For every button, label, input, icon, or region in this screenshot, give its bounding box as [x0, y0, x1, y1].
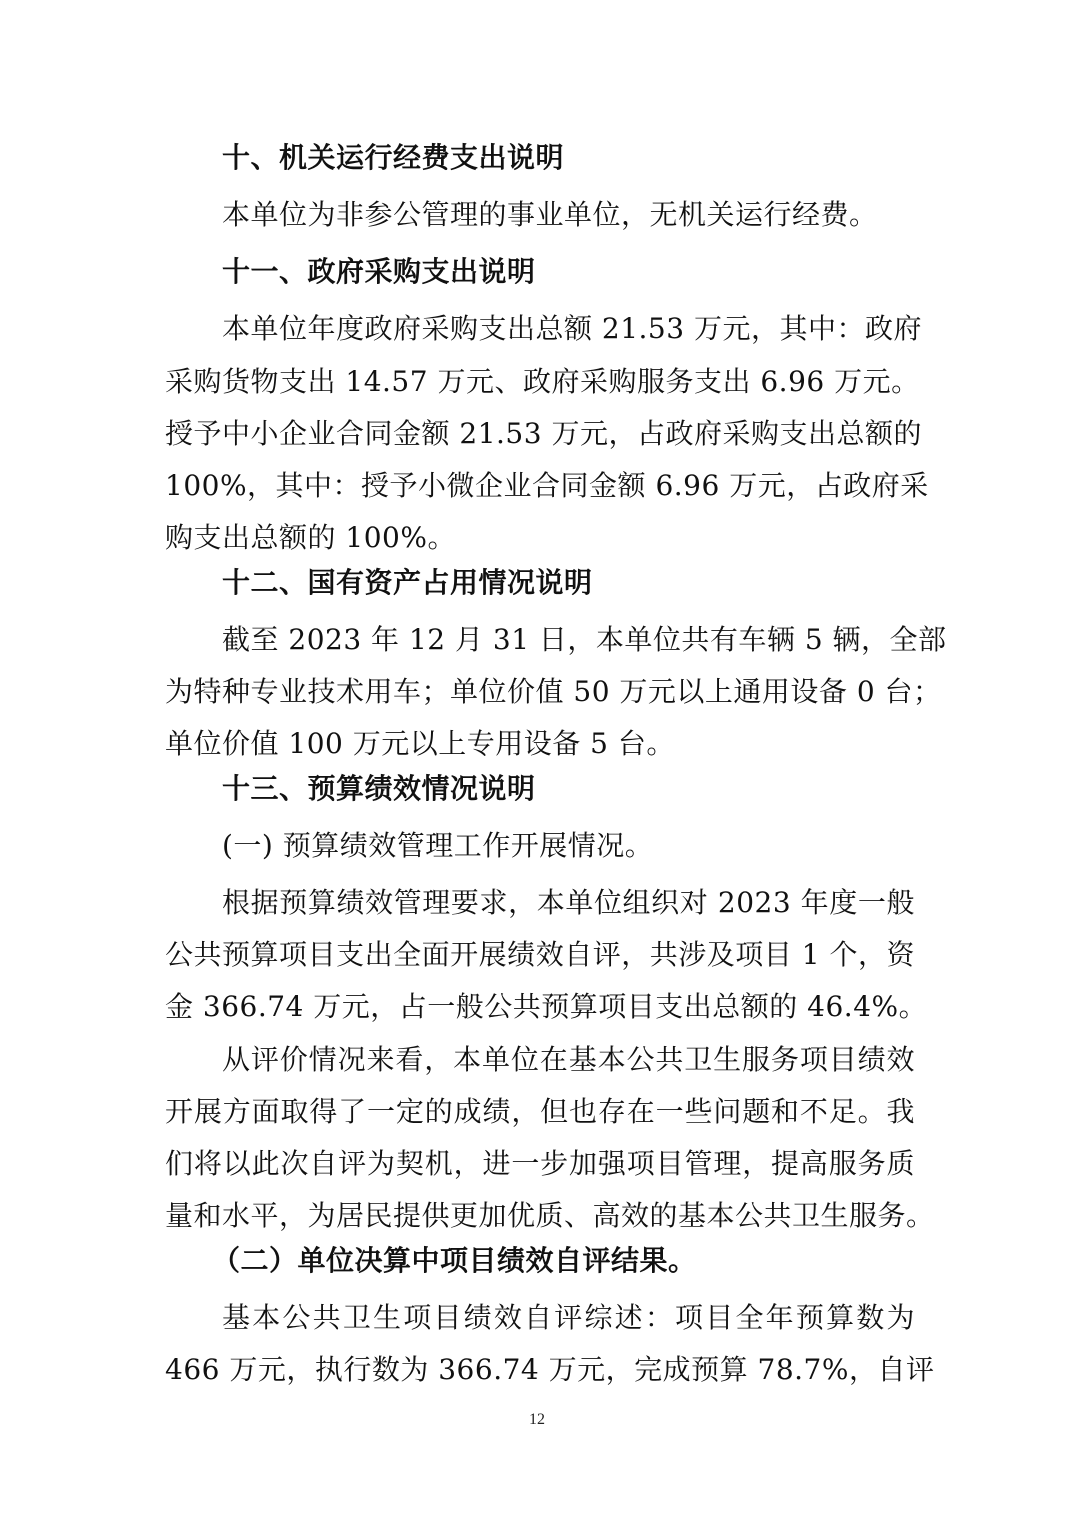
section-11-line-2: 采购货物支出 14.57 万元、政府采购服务支出 6.96 万元。 — [165, 365, 920, 398]
section-13-para-3-line-2: 466 万元，执行数为 366.74 万元，完成预算 78.7%，自评 — [165, 1353, 935, 1386]
section-11-line-1: 本单位年度政府采购支出总额 21.53 万元，其中：政府 — [222, 312, 922, 345]
section-12-line-3: 单位价值 100 万元以上专用设备 5 台。 — [165, 727, 675, 760]
section-13-para-3-line-1: 基本公共卫生项目绩效自评综述：项目全年预算数为 — [222, 1301, 915, 1334]
section-13-para-1-line-1: 根据预算绩效管理要求，本单位组织对 2023 年度一般 — [222, 886, 915, 919]
section-13-para-1-line-3: 金 366.74 万元，占一般公共预算项目支出总额的 46.4%。 — [165, 990, 928, 1023]
page-number: 12 — [529, 1411, 545, 1428]
section-13-para-1-line-2: 公共预算项目支出全面开展绩效自评，共涉及项目 1 个，资 — [165, 938, 915, 971]
section-13-heading: 十三、预算绩效情况说明 — [222, 772, 536, 805]
section-13-para-2-line-3: 们将以此次自评为契机，进一步加强项目管理，提高服务质 — [165, 1147, 915, 1180]
section-11-heading: 十一、政府采购支出说明 — [222, 255, 536, 288]
section-12-line-2: 为特种专业技术用车；单位价值 50 万元以上通用设备 0 台； — [165, 675, 942, 708]
section-10-line-1: 本单位为非参公管理的事业单位，无机关运行经费。 — [222, 198, 878, 231]
section-13-para-2-line-1: 从评价情况来看，本单位在基本公共卫生服务项目绩效 — [222, 1043, 915, 1076]
section-13-para-2-line-4: 量和水平，为居民提供更加优质、高效的基本公共卫生服务。 — [165, 1199, 935, 1232]
section-12-line-1: 截至 2023 年 12 月 31 日，本单位共有车辆 5 辆，全部 — [222, 623, 947, 656]
section-12-heading: 十二、国有资产占用情况说明 — [222, 566, 593, 599]
section-11-line-5: 购支出总额的 100%。 — [165, 521, 456, 554]
section-13-subheading-1: (一) 预算绩效管理工作开展情况。 — [222, 829, 654, 862]
section-11-line-3: 授予中小企业合同金额 21.53 万元，占政府采购支出总额的 — [165, 417, 922, 450]
section-11-line-4: 100%，其中：授予小微企业合同金额 6.96 万元，占政府采 — [165, 469, 929, 502]
section-10-heading: 十、机关运行经费支出说明 — [222, 141, 565, 174]
section-13-para-2-line-2: 开展方面取得了一定的成绩，但也存在一些问题和不足。我 — [165, 1095, 915, 1128]
section-13-subheading-2: （二）单位决算中项目绩效自评结果。 — [212, 1244, 697, 1277]
